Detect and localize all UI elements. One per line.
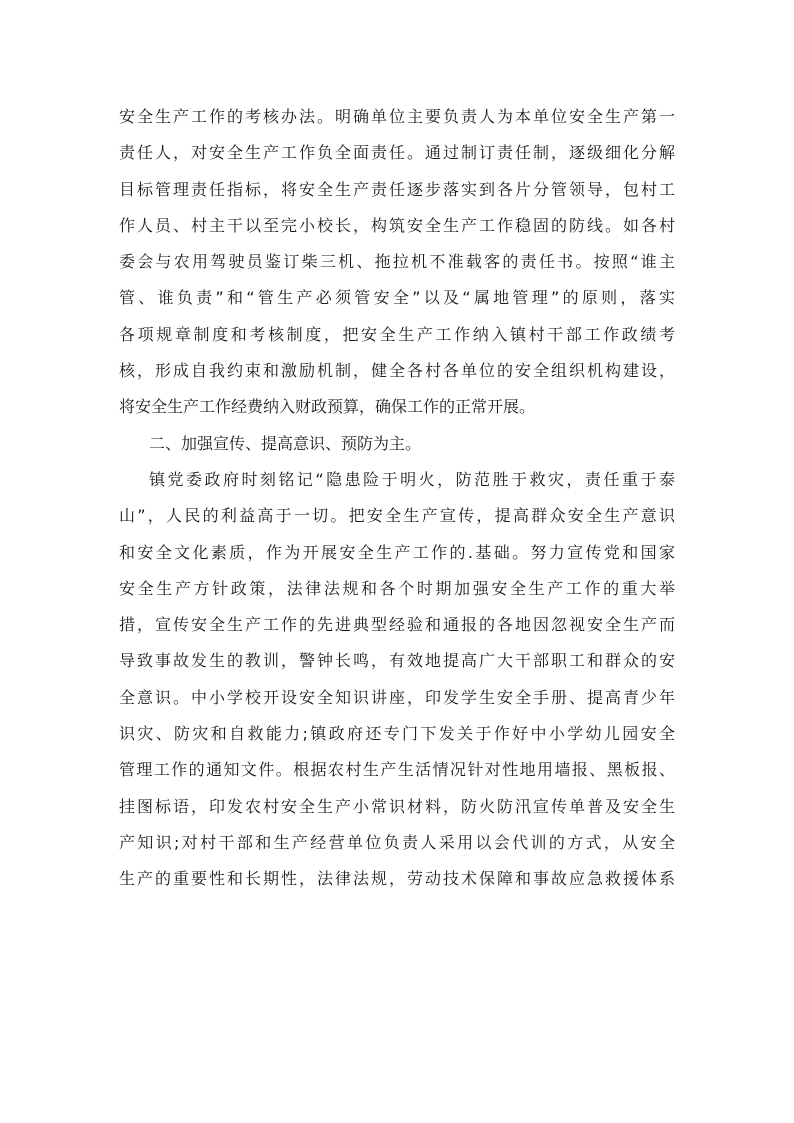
text-line: 措，宣传安全生产工作的先进典型经验和通报的各地因忽视安全生产而 xyxy=(119,615,675,635)
text-line: 全意识。中小学校开设安全知识讲座，印发学生安全手册、提高青少年 xyxy=(119,687,675,707)
text-line: 责任人，对安全生产工作负全面责任。通过制订责任制，逐级细化分解 xyxy=(119,143,675,163)
text-line: 安全生产方针政策，法律法规和各个时期加强安全生产工作的重大举 xyxy=(119,578,675,598)
body-text xyxy=(119,99,675,898)
text-line: 委会与农用驾驶员鉴订柴三机、拖拉机不准载客的责任书。按照“谁主 xyxy=(119,252,675,272)
text-line: 产知识;对村干部和生产经营单位负责人采用以会代训的方式，从安全 xyxy=(119,832,675,852)
text-line: 生产的重要性和长期性，法律法规，劳动技术保障和事故应急救援体系 xyxy=(119,869,675,889)
text-line: 安全生产工作的考核办法。明确单位主要负责人为本单位安全生产第一 xyxy=(119,107,675,126)
text-line: 镇党委政府时刻铭记“隐患险于明火，防范胜于救灾，责任重于泰 xyxy=(149,469,675,489)
text-line: 山”，人民的利益高于一切。把安全生产宣传，提高群众安全生产意识 xyxy=(119,506,675,526)
text-line: 作人员、村主干以至完小校长，构筑安全生产工作稳固的防线。如各村 xyxy=(119,215,675,235)
text-line: 将安全生产工作经费纳入财政预算，确保工作的正常开展。 xyxy=(119,397,536,417)
text-line: 各项规章制度和考核制度，把安全生产工作纳入镇村干部工作政绩考 xyxy=(119,324,675,344)
text-line: 管、谁负责”和“管生产必须管安全”以及“属地管理”的原则，落实 xyxy=(119,288,675,308)
text-line: 管理工作的通知文件。根据农村生产生活情况针对性地用墙报、黑板报、 xyxy=(119,760,675,780)
text-line: 二、加强宣传、提高意识、预防为主。 xyxy=(149,433,422,453)
text-line: 导致事故发生的教训，警钟长鸣，有效地提高广大干部职工和群众的安 xyxy=(119,651,675,671)
text-line: 识灾、防灾和自救能力;镇政府还专门下发关于作好中小学幼儿园安全 xyxy=(119,724,675,744)
text-line: 和安全文化素质，作为开展安全生产工作的.基础。努力宣传党和国家 xyxy=(119,542,675,562)
text-line: 挂图标语，印发农村安全生产小常识材料，防火防汛宣传单普及安全生 xyxy=(119,796,675,816)
text-line: 目标管理责任指标，将安全生产责任逐步落实到各片分管领导，包村工 xyxy=(119,179,675,199)
text-line: 核，形成自我约束和激励机制，健全各村各单位的安全组织机构建设， xyxy=(119,361,675,381)
